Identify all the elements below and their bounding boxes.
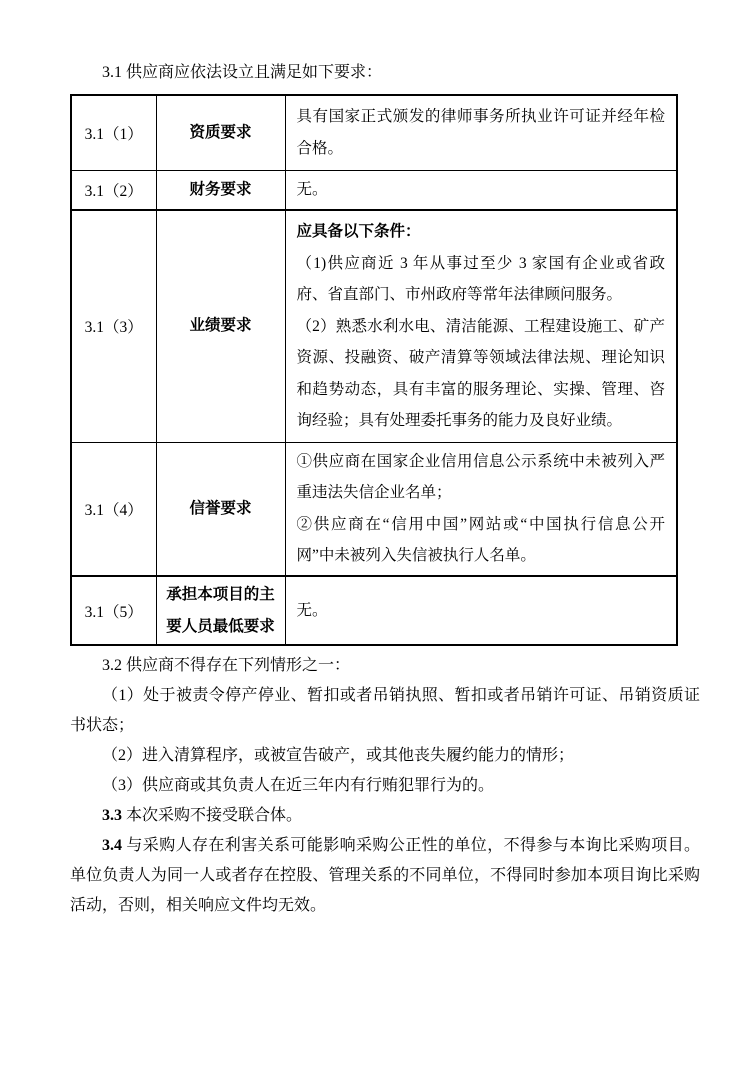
category-cell: 财务要求 [156,170,285,210]
clause-paragraphs [70,651,700,921]
clause-paragraph-4 [70,771,700,801]
clause-text: （1）处于被责令停产停业、暂扣或者吊销执照、暂扣或者吊销许可证、吊销资质证书状态； [70,687,700,734]
detail-paragraph: （1)供应商近 3 年从事过至少 3 家国有企业或省政府、省直部门、市州政府等常年法律顾问服务。 [296,254,665,303]
detail-cell [285,210,677,442]
clause-number: 3.2 [102,657,122,674]
row-id-cell: 3.1（3） [71,210,156,442]
clause-3-1-heading: 3.1 供应商应依法设立且满足如下要求： [102,64,383,81]
row-id-cell: 3.1（4） [71,442,156,576]
detail-cell [285,442,677,576]
row-id-cell: 3.1（2） [71,170,156,210]
detail-cell [285,576,677,645]
detail-paragraph: 无。 [296,181,328,198]
requirement-row-5 [71,576,677,645]
clause-number: 3.3 [102,807,122,824]
clause-paragraph-6 [70,831,700,921]
detail-paragraph: ②供应商在“信用中国”网站或“中国执行信息公开网”中未被列入失信被执行人名单。 [296,515,665,565]
detail-paragraph: 具有国家正式颁发的律师事务所执业许可证并经年检合格。 [296,108,665,157]
supplier-requirements-table [70,94,678,646]
clause-text: 供应商不得存在下列情形之一： [126,657,351,674]
clause-paragraph-5 [70,801,700,831]
clause-text: （2）进入清算程序，或被宣告破产，或其他丧失履约能力的情形； [102,747,575,764]
detail-cell [285,170,677,210]
clause-paragraph-3 [70,741,700,771]
detail-paragraph: 无。 [296,601,328,619]
clause-text: （3）供应商或其负责人在近三年内有行贿犯罪行为的。 [102,777,495,794]
clause-text: 本次采购不接受联合体。 [126,807,303,824]
requirements-table-body [71,95,677,645]
row-id-cell: 3.1（1） [71,95,156,170]
clause-text: 与采购人存在利害关系可能影响采购公正性的单位，不得参与本询比采购项目。单位负责人为同一人或者存在控股、管理关系的不同单位，不得同时参加本项目询比采购活动，否则，相关响应文件均无效。 [70,837,700,914]
clause-number: 3.4 [102,837,122,854]
category-cell: 信誉要求 [156,442,285,576]
requirement-row-1 [71,95,677,170]
requirement-row-3 [71,210,677,442]
detail-cell [285,95,677,170]
clause-paragraph-2 [70,681,700,741]
detail-paragraph: （2）熟悉水利水电、清洁能源、工程建设施工、矿产资源、投融资、破产清算等领域法律法规、理论知识和趋势动态，具有丰富的服务理论、实操、管理、咨询经验；具有处理委托事务的能力及良好业绩。 [296,317,665,429]
category-cell: 业绩要求 [156,210,285,442]
category-cell: 资质要求 [156,95,285,170]
detail-paragraph: ①供应商在国家企业信用信息公示系统中未被列入严重违法失信企业名单； [296,452,665,502]
requirement-row-2 [71,170,677,210]
clause-paragraph-1 [70,651,700,681]
detail-paragraph: 应具备以下条件： [296,223,421,240]
requirement-row-4 [71,442,677,576]
category-cell: 承担本项目的主要人员最低要求 [156,576,285,645]
row-id-cell: 3.1（5） [71,576,156,645]
